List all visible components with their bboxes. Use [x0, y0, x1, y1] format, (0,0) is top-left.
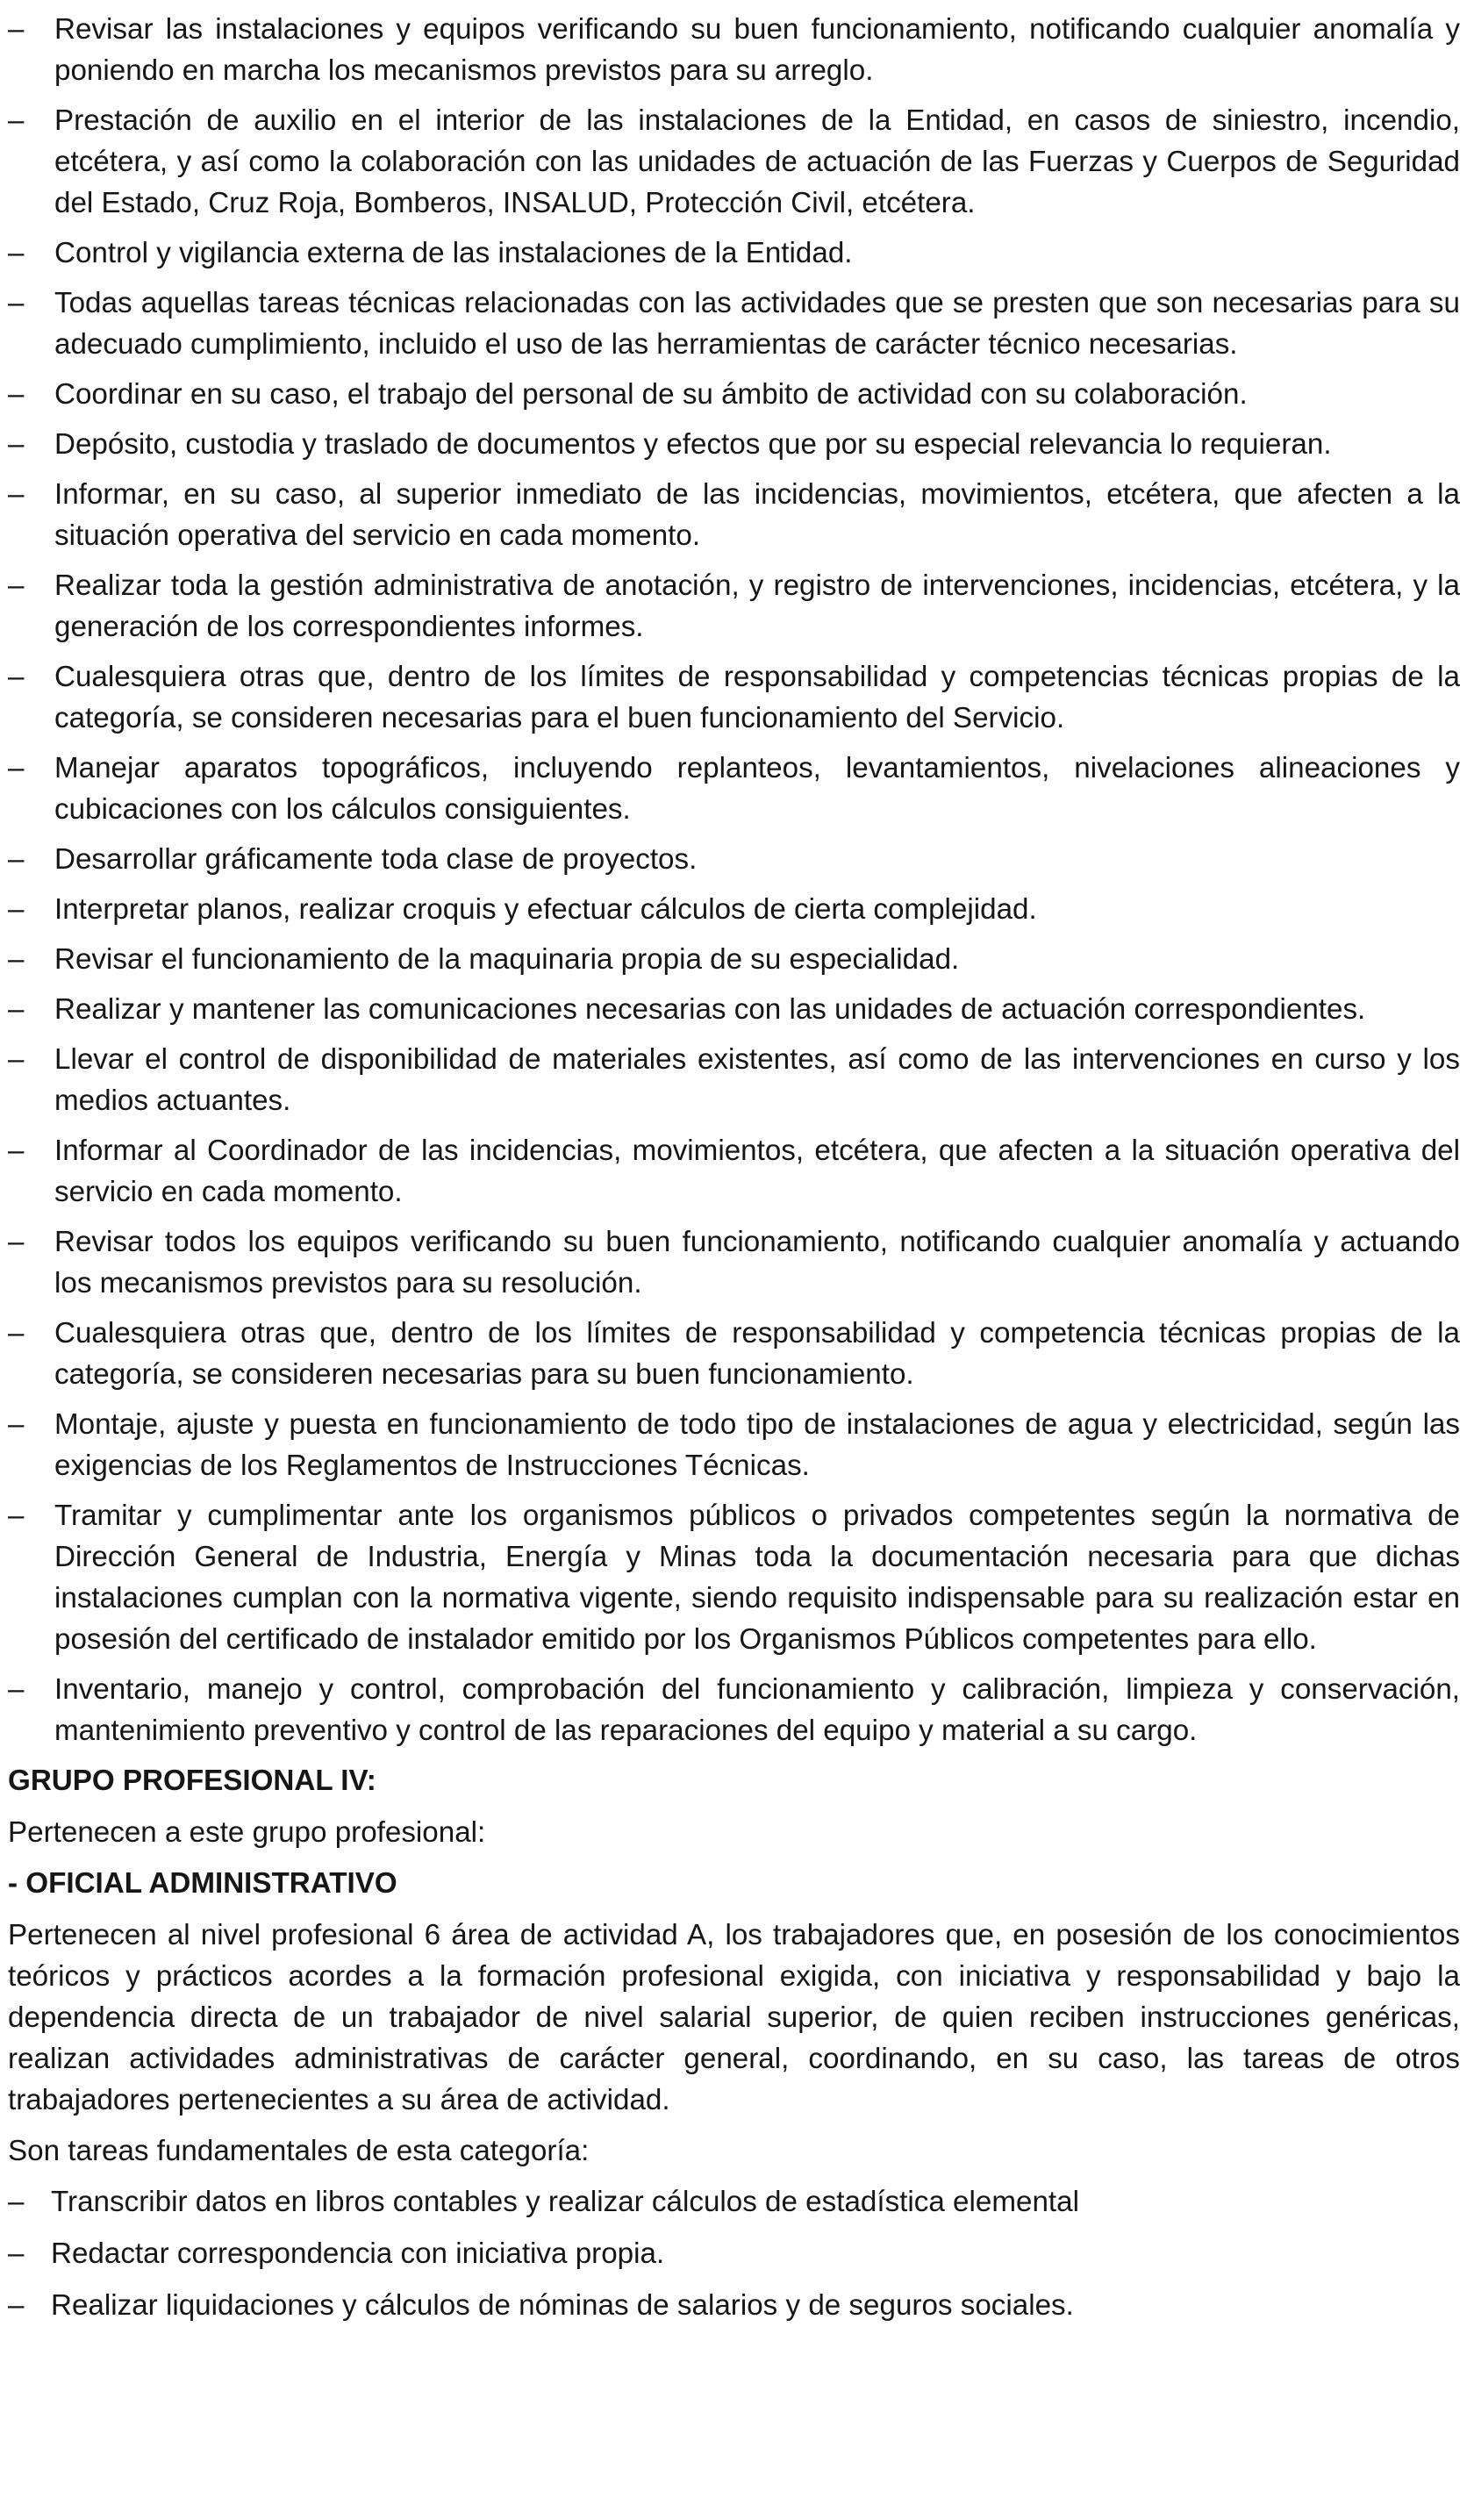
list-item [8, 839, 1460, 880]
list-item-text: Montaje, ajuste y puesta en funcionamiento de todo tipo de instalaciones de agua y electricidad, según las exigencias de los Reglamentos de Instrucciones Técnicas. [54, 1408, 1460, 1482]
list-item [8, 374, 1460, 415]
list-item-text: Depósito, custodia y traslado de documentos y efectos que por su especial relevancia lo requieran. [54, 428, 1332, 461]
category-tasks-intro: Son tareas fundamentales de esta categoría: [8, 2135, 590, 2167]
list-item-text: Redactar correspondencia con iniciativa propia. [51, 2237, 665, 2270]
list-item [8, 1130, 1460, 1213]
list-item [8, 2285, 1460, 2326]
list-item [8, 474, 1460, 556]
list-item [8, 100, 1460, 224]
list-item-text: Realizar liquidaciones y cálculos de nóminas de salarios y de seguros sociales. [51, 2289, 1074, 2322]
category-description: Pertenecen al nivel profesional 6 área de actividad A, los trabajadores que, en posesión de los conocimientos teóricos y prácticos acordes a la formación profesional exigida, con iniciativa y responsabilidad y bajo la dependencia directa de un trabajador de nivel salarial superior, de quien reciben instrucciones genéricas, realizan actividades administrativas de carácter general, coordinando, en su caso, las tareas de otros trabajadores pertenecientes a su área de actividad. [8, 1919, 1460, 2116]
dash-bullet: – [8, 13, 25, 46]
dash-bullet: – [8, 893, 25, 926]
dash-bullet: – [8, 287, 25, 319]
list-item [8, 889, 1460, 930]
list-item-text: Revisar el funcionamiento de la maquinaria propia de su especialidad. [54, 943, 960, 976]
list-item-text: Todas aquellas tareas técnicas relacionadas con las actividades que se presten que son necesarias para su adecuado cumplimiento, incluido el uso de las herramientas de carácter técnico necesarias. [54, 287, 1460, 361]
list-item [8, 989, 1460, 1030]
dash-bullet: – [8, 1226, 25, 1258]
list-item [8, 1495, 1460, 1660]
list-item-text: Informar, en su caso, al superior inmediato de las incidencias, movimientos, etcétera, que afecten a la situación operativa del servicio en cada momento. [54, 478, 1460, 552]
list-item [8, 1221, 1460, 1304]
dash-bullet: – [8, 843, 25, 876]
document-page [8, 9, 1460, 2337]
list-item-text: Prestación de auxilio en el interior de las instalaciones de la Entidad, en casos de siniestro, incendio, etcétera, y así como la colaboración con las unidades de actuación de las Fuerzas y Cuerpos de Seguridad del Estado, Cruz Roja, Bomberos, INSALUD, Protección Civil, etcétera. [54, 104, 1460, 219]
dash-bullet: – [8, 1673, 25, 1706]
dash-bullet: – [8, 104, 25, 137]
dash-bullet: – [8, 2186, 25, 2218]
dash-bullet: – [8, 1317, 25, 1349]
list-item-text: Inventario, manejo y control, comprobación del funcionamiento y calibración, limpieza y conservación, mantenimiento preventivo y control de las reparaciones del equipo y material a su cargo. [54, 1673, 1460, 1747]
dash-bullet: – [8, 428, 25, 461]
dash-bullet: – [8, 943, 25, 976]
group-heading: GRUPO PROFESIONAL IV: [8, 1765, 376, 1797]
list-item [8, 1669, 1460, 1751]
list-item-text: Llevar el control de disponibilidad de materiales existentes, así como de las intervenciones en curso y los medios actuantes. [54, 1043, 1460, 1117]
list-item-text: Cualesquiera otras que, dentro de los límites de responsabilidad y competencias técnicas propias de la categoría, se consideren necesarias para el buen funcionamiento del Servicio. [54, 661, 1460, 734]
list-item-text: Interpretar planos, realizar croquis y efectuar cálculos de cierta complejidad. [54, 893, 1037, 926]
dash-bullet: – [8, 478, 25, 511]
list-item [8, 939, 1460, 980]
list-item-text: Realizar toda la gestión administrativa de anotación, y registro de intervenciones, incidencias, etcétera, y la generación de los correspondientes informes. [54, 569, 1460, 643]
dash-bullet: – [8, 1408, 25, 1441]
tasks-list [8, 9, 1460, 1751]
list-item-text: Desarrollar gráficamente toda clase de proyectos. [54, 843, 698, 876]
list-item-text: Realizar y mantener las comunicaciones necesarias con las unidades de actuación correspondientes. [54, 993, 1366, 1026]
list-item [8, 424, 1460, 465]
list-item-text: Manejar aparatos topográficos, incluyendo replanteos, levantamientos, nivelaciones alineaciones y cubicaciones con los cálculos consiguientes. [54, 752, 1460, 826]
dash-bullet: – [8, 993, 25, 1026]
list-item [8, 656, 1460, 739]
list-item-text: Revisar las instalaciones y equipos verificando su buen funcionamiento, notificando cualquier anomalía y poniendo en marcha los mecanismos previstos para su arreglo. [54, 13, 1460, 87]
category-heading: - OFICIAL ADMINISTRATIVO [8, 1867, 397, 1900]
list-item-text: Informar al Coordinador de las incidencias, movimientos, etcétera, que afecten a la situación operativa del servicio en cada momento. [54, 1135, 1460, 1208]
dash-bullet: – [8, 1043, 25, 1076]
dash-bullet: – [8, 378, 25, 411]
list-item-text: Control y vigilancia externa de las instalaciones de la Entidad. [54, 237, 853, 269]
list-item [8, 2233, 1460, 2274]
list-item [8, 565, 1460, 648]
list-item-text: Cualesquiera otras que, dentro de los límites de responsabilidad y competencia técnicas propias de la categoría, se consideren necesarias para su buen funcionamiento. [54, 1317, 1460, 1391]
list-item [8, 2181, 1460, 2223]
list-item-text: Transcribir datos en libros contables y realizar cálculos de estadística elemental [51, 2186, 1079, 2218]
dash-bullet: – [8, 237, 25, 269]
list-item-text: Tramitar y cumplimentar ante los organismos públicos o privados competentes según la normativa de Dirección General de Industria, Energía y Minas toda la documentación necesaria para que dichas instalaciones cumplan con la normativa vigente, siendo requisito indispensable para su realización estar en posesión del certificado de instalador emitido por los Organismos Públicos competentes para ello. [54, 1500, 1460, 1656]
list-item [8, 9, 1460, 91]
list-item [8, 233, 1460, 274]
dash-bullet: – [8, 661, 25, 693]
dash-bullet: – [8, 1135, 25, 1167]
dash-bullet: – [8, 569, 25, 602]
dash-bullet: – [8, 752, 25, 784]
dash-bullet: – [8, 2289, 25, 2322]
dash-bullet: – [8, 1500, 25, 1532]
list-item-text: Coordinar en su caso, el trabajo del personal de su ámbito de actividad con su colaboración. [54, 378, 1248, 411]
list-item [8, 283, 1460, 365]
list-item [8, 1404, 1460, 1486]
list-item [8, 748, 1460, 830]
dash-bullet: – [8, 2237, 25, 2270]
group-intro: Pertenecen a este grupo profesional: [8, 1816, 486, 1849]
category-tasks-list [8, 2181, 1460, 2326]
list-item [8, 1039, 1460, 1121]
list-item [8, 1313, 1460, 1395]
list-item-text: Revisar todos los equipos verificando su buen funcionamiento, notificando cualquier anomalía y actuando los mecanismos previstos para su resolución. [54, 1226, 1460, 1299]
